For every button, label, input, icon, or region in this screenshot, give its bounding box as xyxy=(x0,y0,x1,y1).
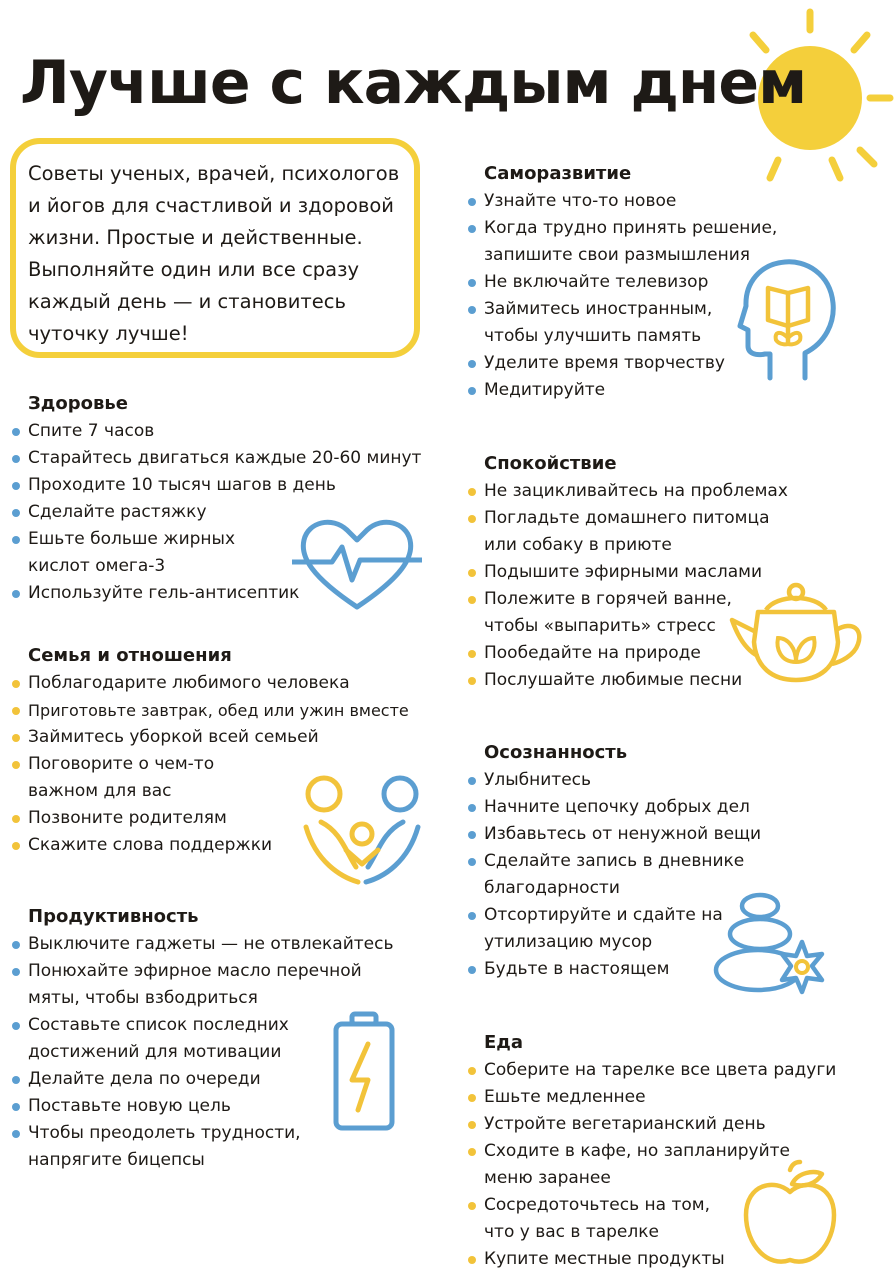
list-item: Ешьте больше жирных кислот омега-3 xyxy=(10,526,248,580)
list-item: Не зацикливайтесь на проблемах xyxy=(466,478,886,505)
list-item: Спите 7 часов xyxy=(10,418,440,445)
list-item: Сделайте запись в дневнике благодарности xyxy=(466,848,774,902)
list-item: Займитесь уборкой всей семьей xyxy=(10,724,440,751)
list-item: Понюхайте эфирное масло перечной мяты, чтобы взбодриться xyxy=(10,958,378,1012)
battery-charge-icon xyxy=(332,1012,396,1132)
list-item: Медитируйте xyxy=(466,377,886,404)
section-title: Саморазвитие xyxy=(484,163,632,184)
list-item: Пообедайте на природе xyxy=(466,640,886,667)
list-item: Ешьте медленнее xyxy=(466,1084,886,1111)
list-item: Поблагодарите любимого человека xyxy=(10,670,440,697)
list-item: Уделите время творчеству xyxy=(466,350,886,377)
section-title: Семья и отношения xyxy=(28,645,232,666)
list-item: Составьте список последних достижений для мотивации xyxy=(10,1012,318,1066)
head-book-icon xyxy=(740,258,840,383)
list-item: Сосредоточьтесь на том, что у вас в тарелке xyxy=(466,1192,734,1246)
list-item: Избавьтесь от ненужной вещи xyxy=(466,821,886,848)
list-item: Улыбнитесь xyxy=(466,767,886,794)
list-item: Сделайте растяжку xyxy=(10,499,440,526)
heart-pulse-icon xyxy=(292,512,422,612)
list-item: Устройте вегетарианский день xyxy=(466,1111,886,1138)
list-item: Используйте гель-антисептик xyxy=(10,580,440,607)
list-item: Начните цепочку добрых дел xyxy=(466,794,886,821)
list-item: Проходите 10 тысяч шагов в день xyxy=(10,472,440,499)
intro-text: Советы ученых, врачей, психологов и йогов для счастливой и здоровой жизни. Простые и действенные. Выполняйте один или все сразу каждый день — и становитесь чуточку лучше! xyxy=(28,162,400,345)
list-item: Соберите на тарелке все цвета радуги xyxy=(466,1057,886,1084)
list-item: Старайтесь двигаться каждые 20-60 минут xyxy=(10,445,440,472)
list-item: Делайте дела по очереди xyxy=(10,1066,440,1093)
list-item: Поговорите о чем-то важном для вас xyxy=(10,751,248,805)
list-item: Купите местные продукты xyxy=(466,1246,886,1273)
section-title: Спокойствие xyxy=(484,453,617,474)
page-title: Лучше с каждым днем xyxy=(20,48,807,118)
apple-icon xyxy=(740,1160,840,1272)
list-item: Когда трудно принять решение, запишите свои размышления xyxy=(466,215,804,269)
list-item: Поставьте новую цель xyxy=(10,1093,440,1120)
list-item: Отсортируйте и сдайте на утилизацию мусор xyxy=(466,902,724,956)
list-item: Займитесь иностранным, чтобы улучшить память xyxy=(466,296,744,350)
list-item: Будьте в настоящем xyxy=(466,956,886,983)
list-item: Погладьте домашнего питомца или собаку в приюте xyxy=(466,505,794,559)
list-item: Узнайте что-то новое xyxy=(466,188,886,215)
list-item: Выключите гаджеты — не отвлекайтесь xyxy=(10,931,440,958)
stones-flower-icon xyxy=(712,890,832,1000)
list-item: Приготовьте завтрак, обед или ужин вместе xyxy=(10,697,440,724)
section-title: Осознанность xyxy=(484,742,628,763)
list-item: Послушайте любимые песни xyxy=(466,667,886,694)
family-icon xyxy=(296,772,426,892)
section-title: Продуктивность xyxy=(28,906,199,927)
list-item: Скажите слова поддержки xyxy=(10,832,440,859)
list-item: Чтобы преодолеть трудности, напрягите бицепсы xyxy=(10,1120,318,1174)
section-title: Здоровье xyxy=(28,393,128,414)
list-item: Не включайте телевизор xyxy=(466,269,886,296)
list-item: Позвоните родителям xyxy=(10,805,440,832)
teapot-icon xyxy=(728,582,868,687)
section-title: Еда xyxy=(484,1032,523,1053)
list-item: Полежите в горячей ванне, чтобы «выпарить» стресс xyxy=(466,586,754,640)
list-item: Сходите в кафе, но запланируйте меню заранее xyxy=(466,1138,794,1192)
list-item: Подышите эфирными маслами xyxy=(466,559,886,586)
